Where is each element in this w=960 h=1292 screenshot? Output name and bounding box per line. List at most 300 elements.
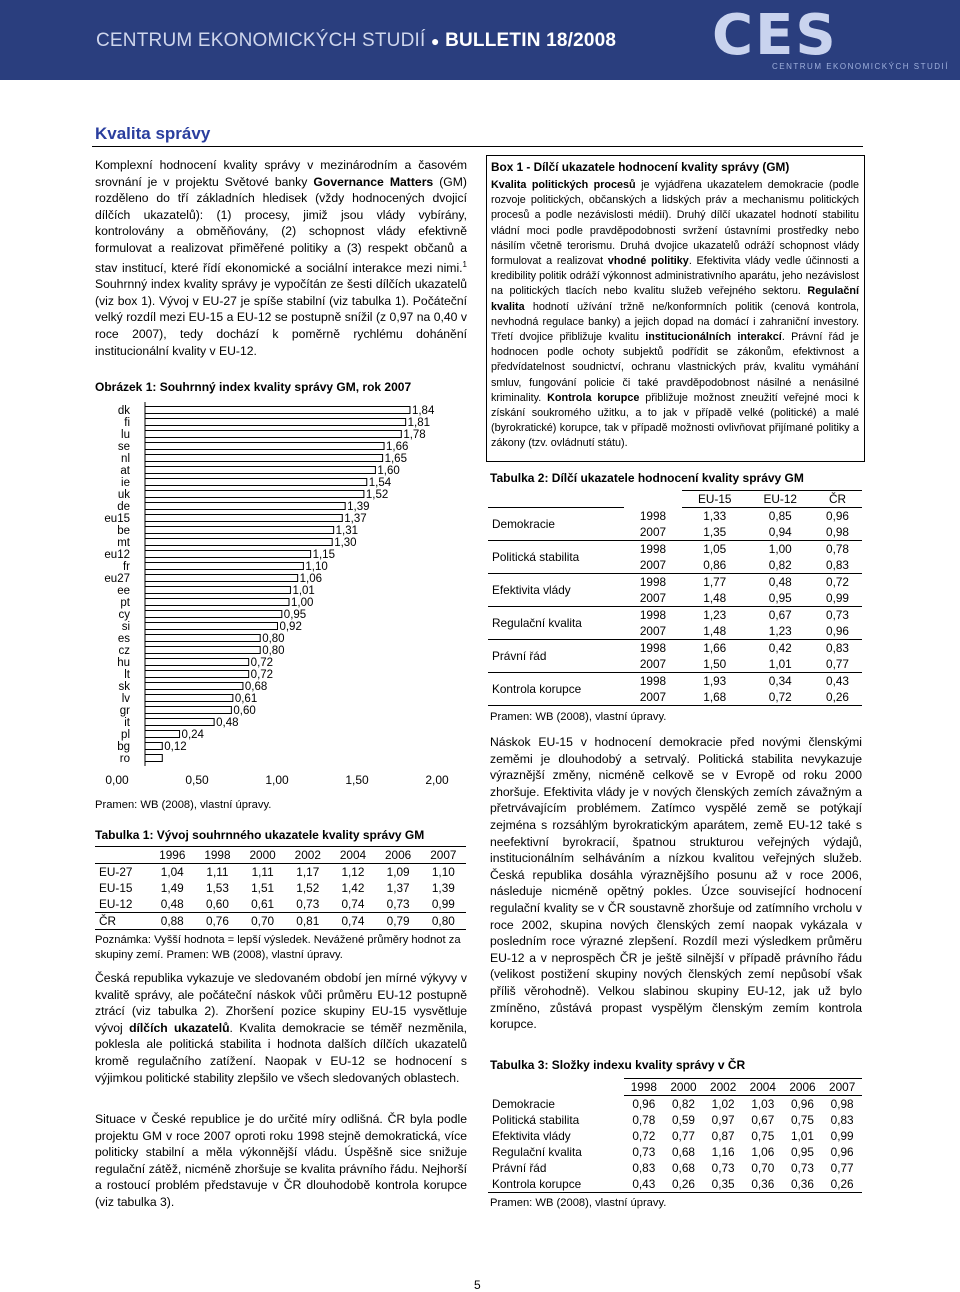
table-cell: EU-15 (99, 881, 133, 895)
intro-gm: Governance Matters (313, 174, 434, 189)
bar (145, 623, 277, 630)
table-cell: 0,75 (790, 1113, 814, 1127)
table3-caption: Tabulka 3: Složky indexu kvality správy v ČR (490, 1058, 746, 1072)
table-cell: 0,70 (751, 1161, 775, 1175)
table-cell: 1,05 (703, 542, 727, 556)
figure-caption: Obrázek 1: Souhrnný index kvality správy GM, rok 2007 (95, 380, 412, 394)
bar (145, 707, 231, 714)
table-cell: 0,74 (330, 913, 375, 930)
table-cell: 0,36 (783, 1176, 823, 1193)
footnote-ref: 1 (462, 259, 467, 269)
table-cell: 0,86 (682, 557, 748, 574)
category-label: nl (121, 453, 130, 465)
table-cell (488, 1079, 624, 1096)
row-group-label: Kontrola korupce (488, 673, 624, 706)
bar (145, 455, 383, 462)
table-row (488, 574, 862, 591)
table-header-row (95, 847, 466, 864)
category-label: si (121, 621, 130, 633)
paragraph-3: Situace v České republice je do určité míry odlišná. ČR byla podle projektu GM v roce 2007 oproti roku 1998 stejně demokratická, více politicky stabilní a měla výkonnější vládu. Úspěšně sice snižuje regulační zátěž, nicméně zhoršuje se kvalita právního řádu. Nejhorší a rostoucí problém představuje v ČR dlouhodobě kontrola korupce (viz tabulka 3). (95, 1112, 467, 1209)
data-label: 1,15 (312, 549, 335, 561)
bar (145, 695, 233, 702)
category-label: mt (117, 537, 130, 549)
table-cell: 0,74 (330, 896, 375, 913)
bar (145, 587, 290, 594)
category-label: eu27 (104, 573, 130, 585)
title-divider (92, 146, 863, 147)
table-row (95, 913, 466, 930)
table1-caption: Tabulka 1: Vývoj souhrnného ukazatele kvality správy GM (95, 828, 425, 842)
table-cell: 0,75 (751, 1129, 775, 1143)
logo-letters: CES (712, 3, 838, 68)
para2-text-1: Česká republika vykazuje ve sledovaném období jen mírné výkyvy v kvalitě správy, ale počáteční náskok vůči průměru EU-12 postupně ztrácí (viz tabulka 2). Zhoršení pozice skupiny EU-15 vysvětluje vývoj (95, 971, 467, 1035)
table-cell: 1,37 (386, 881, 410, 895)
page-title: Kvalita správy (95, 124, 211, 143)
table-cell: 0,77 (672, 1129, 695, 1143)
table-cell: 0,98 (830, 1097, 854, 1111)
category-label: lv (121, 693, 130, 705)
bar (145, 731, 180, 738)
category-label: ee (117, 585, 130, 597)
data-label: 0,80 (262, 645, 285, 657)
box1-b3: Regulační kvalita (491, 285, 859, 313)
intro-text-2: (GM) rozděleno do tří základních hledisek (vždy hodnocených dvojicí dílčích ukazatelů): (1) procesy, jimiž jsou vlády vybírány, kontrolovány a obměňovány, (2) schopnost vlády efektivně formulovat a realizovat přiměřené politiky a (3) respekt občanů a stav institucí, které řídí ekonomické a sociální interakce mezi nimi. (95, 174, 467, 275)
table-cell: 0,67 (768, 608, 792, 622)
column-header: 1996 (150, 847, 195, 864)
column-header: 2000 (240, 847, 285, 864)
table-cell: 0,48 (768, 575, 792, 589)
table-cell: 0,36 (743, 1176, 783, 1193)
data-label: 0,72 (250, 669, 274, 681)
table-cell: 1,09 (386, 865, 410, 879)
bar-chart (95, 396, 467, 792)
bar (145, 671, 249, 678)
category-label: de (117, 501, 130, 513)
table-row (488, 673, 862, 690)
table-cell: 0,96 (830, 1145, 854, 1159)
column-header: EU-15 (682, 491, 748, 508)
bar (145, 467, 375, 474)
table-cell: 0,85 (768, 509, 792, 523)
category-label: ro (119, 753, 130, 765)
data-label: 1,10 (305, 561, 328, 573)
bar (145, 407, 410, 414)
data-label: 1,54 (368, 477, 392, 489)
table-cell: 1,66 (703, 641, 727, 655)
bar (145, 527, 334, 534)
box1-s4: . Právní řád je hodnocen podle ochoty subjektů podřídit se zákonům, efektivnost a předvídatelnost soudnictví, ochranu vlastnických práv, kvalitu vymáhání smluv, fungování policie či také pravděpodobnost násilné a nenásilné kriminality. (491, 331, 859, 404)
table-cell: 2007 (624, 656, 682, 673)
table-cell: 1998 (639, 542, 667, 556)
table-cell: 1,00 (768, 542, 792, 556)
table-cell: 1,39 (431, 881, 455, 895)
table-cell: 1998 (639, 575, 667, 589)
table-cell: 1,11 (206, 865, 229, 879)
table-cell: 0,72 (632, 1129, 656, 1143)
table-cell: 1,52 (296, 881, 320, 895)
table-cell: 1,11 (251, 865, 274, 879)
table-cell: 0,73 (790, 1161, 814, 1175)
table-cell: 0,83 (813, 557, 862, 574)
x-tick-label: 2,00 (425, 773, 449, 787)
ces-logo (712, 3, 952, 72)
data-label: 1,65 (384, 453, 407, 465)
box1-b4: institucionálních interakcí (645, 331, 782, 344)
category-label: eu15 (104, 513, 130, 525)
category-label: cz (118, 645, 130, 657)
table-cell: 1,48 (682, 623, 748, 640)
table-cell: 1,03 (751, 1097, 775, 1111)
data-label: 1,00 (291, 597, 314, 609)
table-cell: 0,26 (813, 689, 862, 706)
table-header-row (488, 1079, 862, 1096)
table-cell: Efektivita vlády (492, 1129, 571, 1143)
bar (145, 515, 342, 522)
table-row (95, 880, 466, 896)
table-cell: 0,99 (830, 1129, 854, 1143)
x-tick-label: 0,00 (105, 773, 129, 787)
table3-source: Pramen: WB (2008), vlastní úpravy. (490, 1197, 667, 1209)
table-cell (624, 491, 682, 508)
category-label: fi (124, 417, 130, 429)
data-label: 1,84 (411, 405, 435, 417)
category-label: pl (121, 729, 130, 741)
x-tick-label: 0,50 (185, 773, 209, 787)
table-row (488, 1144, 862, 1160)
table-cell: 0,67 (751, 1113, 775, 1127)
bar (145, 659, 249, 666)
bar (145, 719, 214, 726)
box1-text (491, 178, 859, 452)
table-cell: 1,12 (341, 865, 365, 879)
table-row (95, 896, 466, 913)
table-cell: 1,53 (205, 881, 229, 895)
table-cell: 0,26 (822, 1176, 862, 1193)
table-cell: 1,17 (296, 865, 320, 879)
table-cell: 0,60 (195, 896, 240, 913)
table-header-row (488, 491, 862, 508)
table-cell: EU-27 (99, 865, 133, 879)
data-label: 1,78 (403, 429, 426, 441)
bulletin-name: BULLETIN 18/2008 (445, 30, 617, 51)
bar (145, 563, 303, 570)
column-header: EU-12 (748, 491, 814, 508)
box1-s2: . Efektivita vlády vedle účinnosti a kredibility politik odráží výkonnost administrativního aparátu, jeho nezávislost na politických tlacích nebo kvalitu služeb veřejného sektoru. (491, 255, 859, 298)
box1-b2: vhodné politiky (607, 255, 689, 268)
table-cell: 0,96 (790, 1097, 814, 1111)
column-header (95, 847, 150, 864)
table-cell: 1998 (639, 508, 667, 523)
data-label: 0,72 (250, 657, 274, 669)
bar (145, 599, 289, 606)
table-cell: 0,95 (790, 1145, 814, 1159)
category-label: hu (117, 657, 130, 669)
data-label: 1,31 (335, 525, 359, 537)
category-label: gr (119, 705, 130, 717)
table-cell: 0,34 (768, 674, 792, 688)
table-cell: 0,48 (150, 896, 195, 913)
table-cell: 1998 (639, 641, 667, 655)
category-label: ie (121, 477, 130, 489)
column-header: 1998 (195, 847, 240, 864)
paragraph-2 (95, 970, 467, 1086)
box1-b5: Kontrola korupce (547, 391, 640, 404)
category-label: bg (117, 741, 130, 753)
data-label: 1,66 (386, 441, 409, 453)
box1 (486, 155, 865, 462)
table-cell: Politická stabilita (492, 1113, 580, 1127)
data-label: 0,68 (244, 681, 268, 693)
table-cell: 0,80 (421, 913, 466, 930)
data-label: 0,61 (234, 693, 258, 705)
table-row (488, 1176, 862, 1193)
table-cell: 0,35 (703, 1176, 743, 1193)
para2-bold: dílčích ukazatelů (129, 1020, 230, 1035)
data-label: 1,37 (344, 513, 367, 525)
row-group-label: Regulační kvalita (488, 607, 624, 640)
table-cell: 1,23 (748, 623, 814, 640)
data-label: 0,95 (283, 609, 307, 621)
table-cell: Regulační kvalita (492, 1145, 582, 1159)
table-row (488, 541, 862, 558)
table-cell: 0,99 (813, 590, 862, 607)
table-cell: 0,43 (826, 674, 849, 688)
table-cell: 1,02 (711, 1097, 735, 1111)
table-cell: 1,35 (682, 524, 748, 541)
table-cell: 1,23 (703, 608, 727, 622)
table-row (488, 508, 862, 525)
table-cell: ČR (95, 913, 150, 930)
table-cell: 0,96 (813, 623, 862, 640)
table-cell: 0,76 (195, 913, 240, 930)
category-label: uk (117, 489, 130, 501)
table1-note: Poznámka: Vyšší hodnota = lepší výsledek. Nevážené průměry hodnot za skupiny zemí. Pramen: WB (2008), vlastní úpravy. (95, 934, 461, 961)
table-cell: 0,81 (285, 913, 330, 930)
column-header: ČR (813, 491, 862, 508)
category-label: lu (121, 429, 130, 441)
data-label: 0,92 (279, 621, 302, 633)
header-dot: ● (430, 33, 440, 49)
data-label: 1,30 (334, 537, 357, 549)
table-cell: 0,87 (711, 1129, 735, 1143)
table-cell: 0,94 (748, 524, 814, 541)
category-label: at (120, 465, 130, 477)
table2-source: Pramen: WB (2008), vlastní úpravy. (490, 711, 667, 723)
category-label: cy (118, 609, 130, 621)
table-cell: 1,16 (711, 1145, 735, 1159)
bar (145, 419, 406, 426)
table-cell: 0,95 (748, 590, 814, 607)
table3 (488, 1078, 862, 1193)
table-cell: 1,10 (431, 865, 455, 879)
table-cell: 1,77 (703, 575, 727, 589)
bar (145, 647, 260, 654)
bar (145, 551, 311, 558)
column-header: 2004 (330, 847, 375, 864)
table-cell: 1,04 (160, 865, 184, 879)
table-row (488, 1096, 862, 1113)
table-cell: 0,73 (711, 1161, 735, 1175)
table-cell: 1998 (639, 608, 667, 622)
box1-s3: hodnotí užívání tržně ne/konformních politik (cenová kontrola, nevhodná regulace banky) a jejich dopad na domácí i zahraniční investory. Třetí dvojice přibližuje kvalitu (491, 300, 859, 344)
table-row (95, 864, 466, 881)
table-cell: 2007 (624, 557, 682, 574)
category-label: be (117, 525, 130, 537)
table-cell: 0,77 (830, 1161, 854, 1175)
category-label: lt (124, 669, 130, 681)
figure-source: Pramen: WB (2008), vlastní úpravy. (95, 799, 272, 811)
table1 (95, 846, 466, 930)
x-tick-label: 1,50 (345, 773, 369, 787)
table-cell: 0,78 (632, 1113, 656, 1127)
bar (145, 479, 367, 486)
table-cell: 0,83 (632, 1161, 656, 1175)
table-cell: 0,99 (421, 896, 466, 913)
table-cell: 1,01 (748, 656, 814, 673)
category-label: pt (120, 597, 130, 609)
bar (145, 635, 260, 642)
bar (145, 575, 298, 582)
table-cell: 0,73 (632, 1145, 656, 1159)
table-cell: 1,68 (682, 689, 748, 706)
bar (145, 683, 243, 690)
data-label: 1,39 (347, 501, 370, 513)
category-label: se (117, 441, 130, 453)
table-cell: 0,83 (826, 641, 849, 655)
right-paragraph: Náskok EU-15 v hodnocení demokracie před novými členskými zeměmi je dlouhodobý a setrvalý. Politická stabilita nevykazuje výraznější změny, nicméně celkově se v Evropě od roku 2000 zhoršuje. Efektivita vlády je v nových členských zemích závažným a přetrvávajícím problémem. Zatímco vyspělé země se potýkají zejména s rozsáhlým byrokratickým aparátem, země EU-12 také s neefektivní byrokracií, špatnou strukturou veřejných výdajů, institucionálním selháváním a nízkou kvalitou veřejných služeb. Česká republika dosáhla výraznějšího posunu až v roce 2006, následuje nicméně opětný pokles. Úzce související hodnocení regulační kvality se v ČR soustavně zhoršuje od zatímního vrcholu v roce 2002, skupina nových členských zemí naopak vykázala v posledním roce výrazné zlepšení. Rozdíl mezi výsledkem průměru EU-12 a v neprospěch ČR je ještě silnější v případě právního řádu (velikost postižení skupiny nových členských zemí nepůsobí však příliš věrohodně). Velkou slabinou skupiny EU-12, jak už bylo zmíněno, zůstává propast vyspělým členským zemím kontrola korupce. (490, 735, 862, 1032)
row-group-label: Efektivita vlády (488, 574, 624, 607)
table-cell: 0,73 (826, 608, 849, 622)
column-header: 2000 (664, 1079, 704, 1096)
column-header: 2007 (822, 1079, 862, 1096)
table-cell: 0,68 (672, 1145, 695, 1159)
bar (145, 503, 345, 510)
box1-title: Box 1 - Dílčí ukazatele hodnocení kvality správy (GM) (491, 160, 790, 174)
table-cell: 0,26 (664, 1176, 704, 1193)
row-group-label: Politická stabilita (488, 541, 624, 574)
table-cell: 1,50 (682, 656, 748, 673)
column-header: 1998 (624, 1079, 664, 1096)
row-group-label: Demokracie (488, 508, 624, 541)
table-cell: 0,59 (672, 1113, 695, 1127)
table-cell: 1,42 (341, 881, 365, 895)
table-cell: 0,77 (813, 656, 862, 673)
table-cell: 2007 (624, 689, 682, 706)
table-row (488, 607, 862, 624)
table-cell: 0,72 (748, 689, 814, 706)
column-header: 2007 (421, 847, 466, 864)
table-cell: 0,70 (240, 913, 285, 930)
org-name: CENTRUM EKONOMICKÝCH STUDIÍ (96, 30, 426, 51)
table-cell: 1,06 (751, 1145, 775, 1159)
category-label: eu12 (104, 549, 130, 561)
table-cell: 1998 (639, 674, 667, 688)
data-label: 0,80 (262, 633, 285, 645)
bar (145, 431, 401, 438)
data-label: 0,48 (216, 717, 239, 729)
box1-s1: je vyjádřena ukazatelem demokracie (podle rozvoje politických, občanských a lidských práv a mechanismu politických procesů a podle nezávislosti médií). Druhý dílčí ukazatel hodnotí stabilitu vládní moci podle pravděpodobnosti svržení ústavními prostředky nebo násilím včetně terorismu. Druhá dvojice ukazatelů odráží schopnost vlády formulovat a realizovat (491, 179, 859, 268)
category-label: it (124, 717, 130, 729)
data-label: 1,81 (407, 417, 431, 429)
table-row (488, 1112, 862, 1128)
bar (145, 443, 384, 450)
header-banner (0, 0, 960, 80)
table-cell: 2007 (624, 590, 682, 607)
column-header: 2002 (285, 847, 330, 864)
table-cell: 0,43 (624, 1176, 664, 1193)
column-header: 2006 (376, 847, 421, 864)
table-row (488, 1160, 862, 1176)
data-label: 1,01 (292, 585, 315, 597)
intro-paragraph (95, 157, 467, 359)
table-cell: 1,01 (790, 1129, 814, 1143)
table-cell: 1,51 (251, 881, 275, 895)
table-cell: 0,42 (768, 641, 792, 655)
bar (145, 755, 162, 762)
page-number: 5 (474, 1278, 481, 1292)
table-cell: 0,61 (240, 896, 285, 913)
table-cell: EU-12 (95, 896, 150, 913)
table-cell: 0,88 (150, 913, 195, 930)
category-label: sk (118, 681, 130, 693)
category-label: es (117, 633, 130, 645)
x-tick-label: 1,00 (265, 773, 289, 787)
table-cell: 0,73 (285, 896, 330, 913)
column-header: 2002 (703, 1079, 743, 1096)
table-cell: 2007 (624, 623, 682, 640)
table-cell: 1,48 (682, 590, 748, 607)
data-label: 0,24 (181, 729, 204, 741)
column-header: 2004 (743, 1079, 783, 1096)
table-cell: 2007 (624, 524, 682, 541)
data-label: 0,12 (164, 741, 187, 753)
para2-text-2: . Kvalita demokracie se téměř nezměnila, poklesla ale politická stabilita i hodnota dalších dílčích ukazatelů kromě regulačního zatížení. Naopak v EU-12 se hodnocení s výjimkou politické stability zlepšilo ve všech sledovaných oblastech. (95, 1020, 467, 1085)
table-cell: 0,97 (711, 1113, 735, 1127)
table-cell: 0,98 (813, 524, 862, 541)
bar (145, 611, 282, 618)
table-row (488, 640, 862, 657)
bar (145, 743, 162, 750)
bar (145, 539, 332, 546)
data-label: 1,06 (299, 573, 323, 585)
logo-subtitle: CENTRUM EKONOMICKÝCH STUDIÍ (772, 62, 949, 71)
column-header: 2006 (783, 1079, 823, 1096)
data-label: 0,60 (233, 705, 256, 717)
table-row (488, 1128, 862, 1144)
table2-caption: Tabulka 2: Dílčí ukazatele hodnocení kvality správy GM (490, 471, 804, 485)
table-cell: Demokracie (492, 1096, 555, 1111)
table-cell: 0,82 (672, 1097, 695, 1111)
table-cell: 1,93 (703, 674, 727, 688)
table-cell: 0,79 (376, 913, 421, 930)
table-cell: Právní řád (492, 1161, 547, 1175)
box1-s5: přibližuje možnost zneužití veřejné moci k získání soukromého užitku, a to jak v případě velké (politické) a malé (byrokratické) korupce, tak v případě možnosti ovlivňovat přijímané politiky a zákony (tzv. ovládnutí státu). (491, 391, 859, 450)
intro-text-1: Komplexní hodnocení kvality správy v mezinárodním a časovém srovnání je v projektu Světové banky (95, 158, 467, 189)
table-cell: 0,73 (376, 896, 421, 913)
table-cell: 0,78 (826, 542, 849, 556)
bar (145, 491, 364, 498)
table-cell: 0,72 (826, 575, 849, 589)
table-cell: 1,33 (703, 509, 727, 523)
row-group-label: Právní řád (488, 640, 624, 673)
table-cell: Kontrola korupce (488, 1176, 624, 1193)
intro-text-3: Souhrnný index kvality správy je vypočítán ze šesti dílčích ukazatelů (viz box 1). Vývoj v EU-27 je spíše stabilní (viz tabulka 1). Počáteční velký rozdíl mezi EU-15 a EU-12 se postupně snížil (z 0,97 na 0,40 v roce 2007), tedy dochází k poměrně rychlému dohánění institucionální kvality v EU-12. (95, 277, 467, 358)
header-title (96, 30, 616, 52)
table-cell: 0,96 (826, 509, 849, 523)
table2 (488, 490, 862, 706)
category-label: dk (117, 405, 130, 417)
table-cell: 0,82 (748, 557, 814, 574)
